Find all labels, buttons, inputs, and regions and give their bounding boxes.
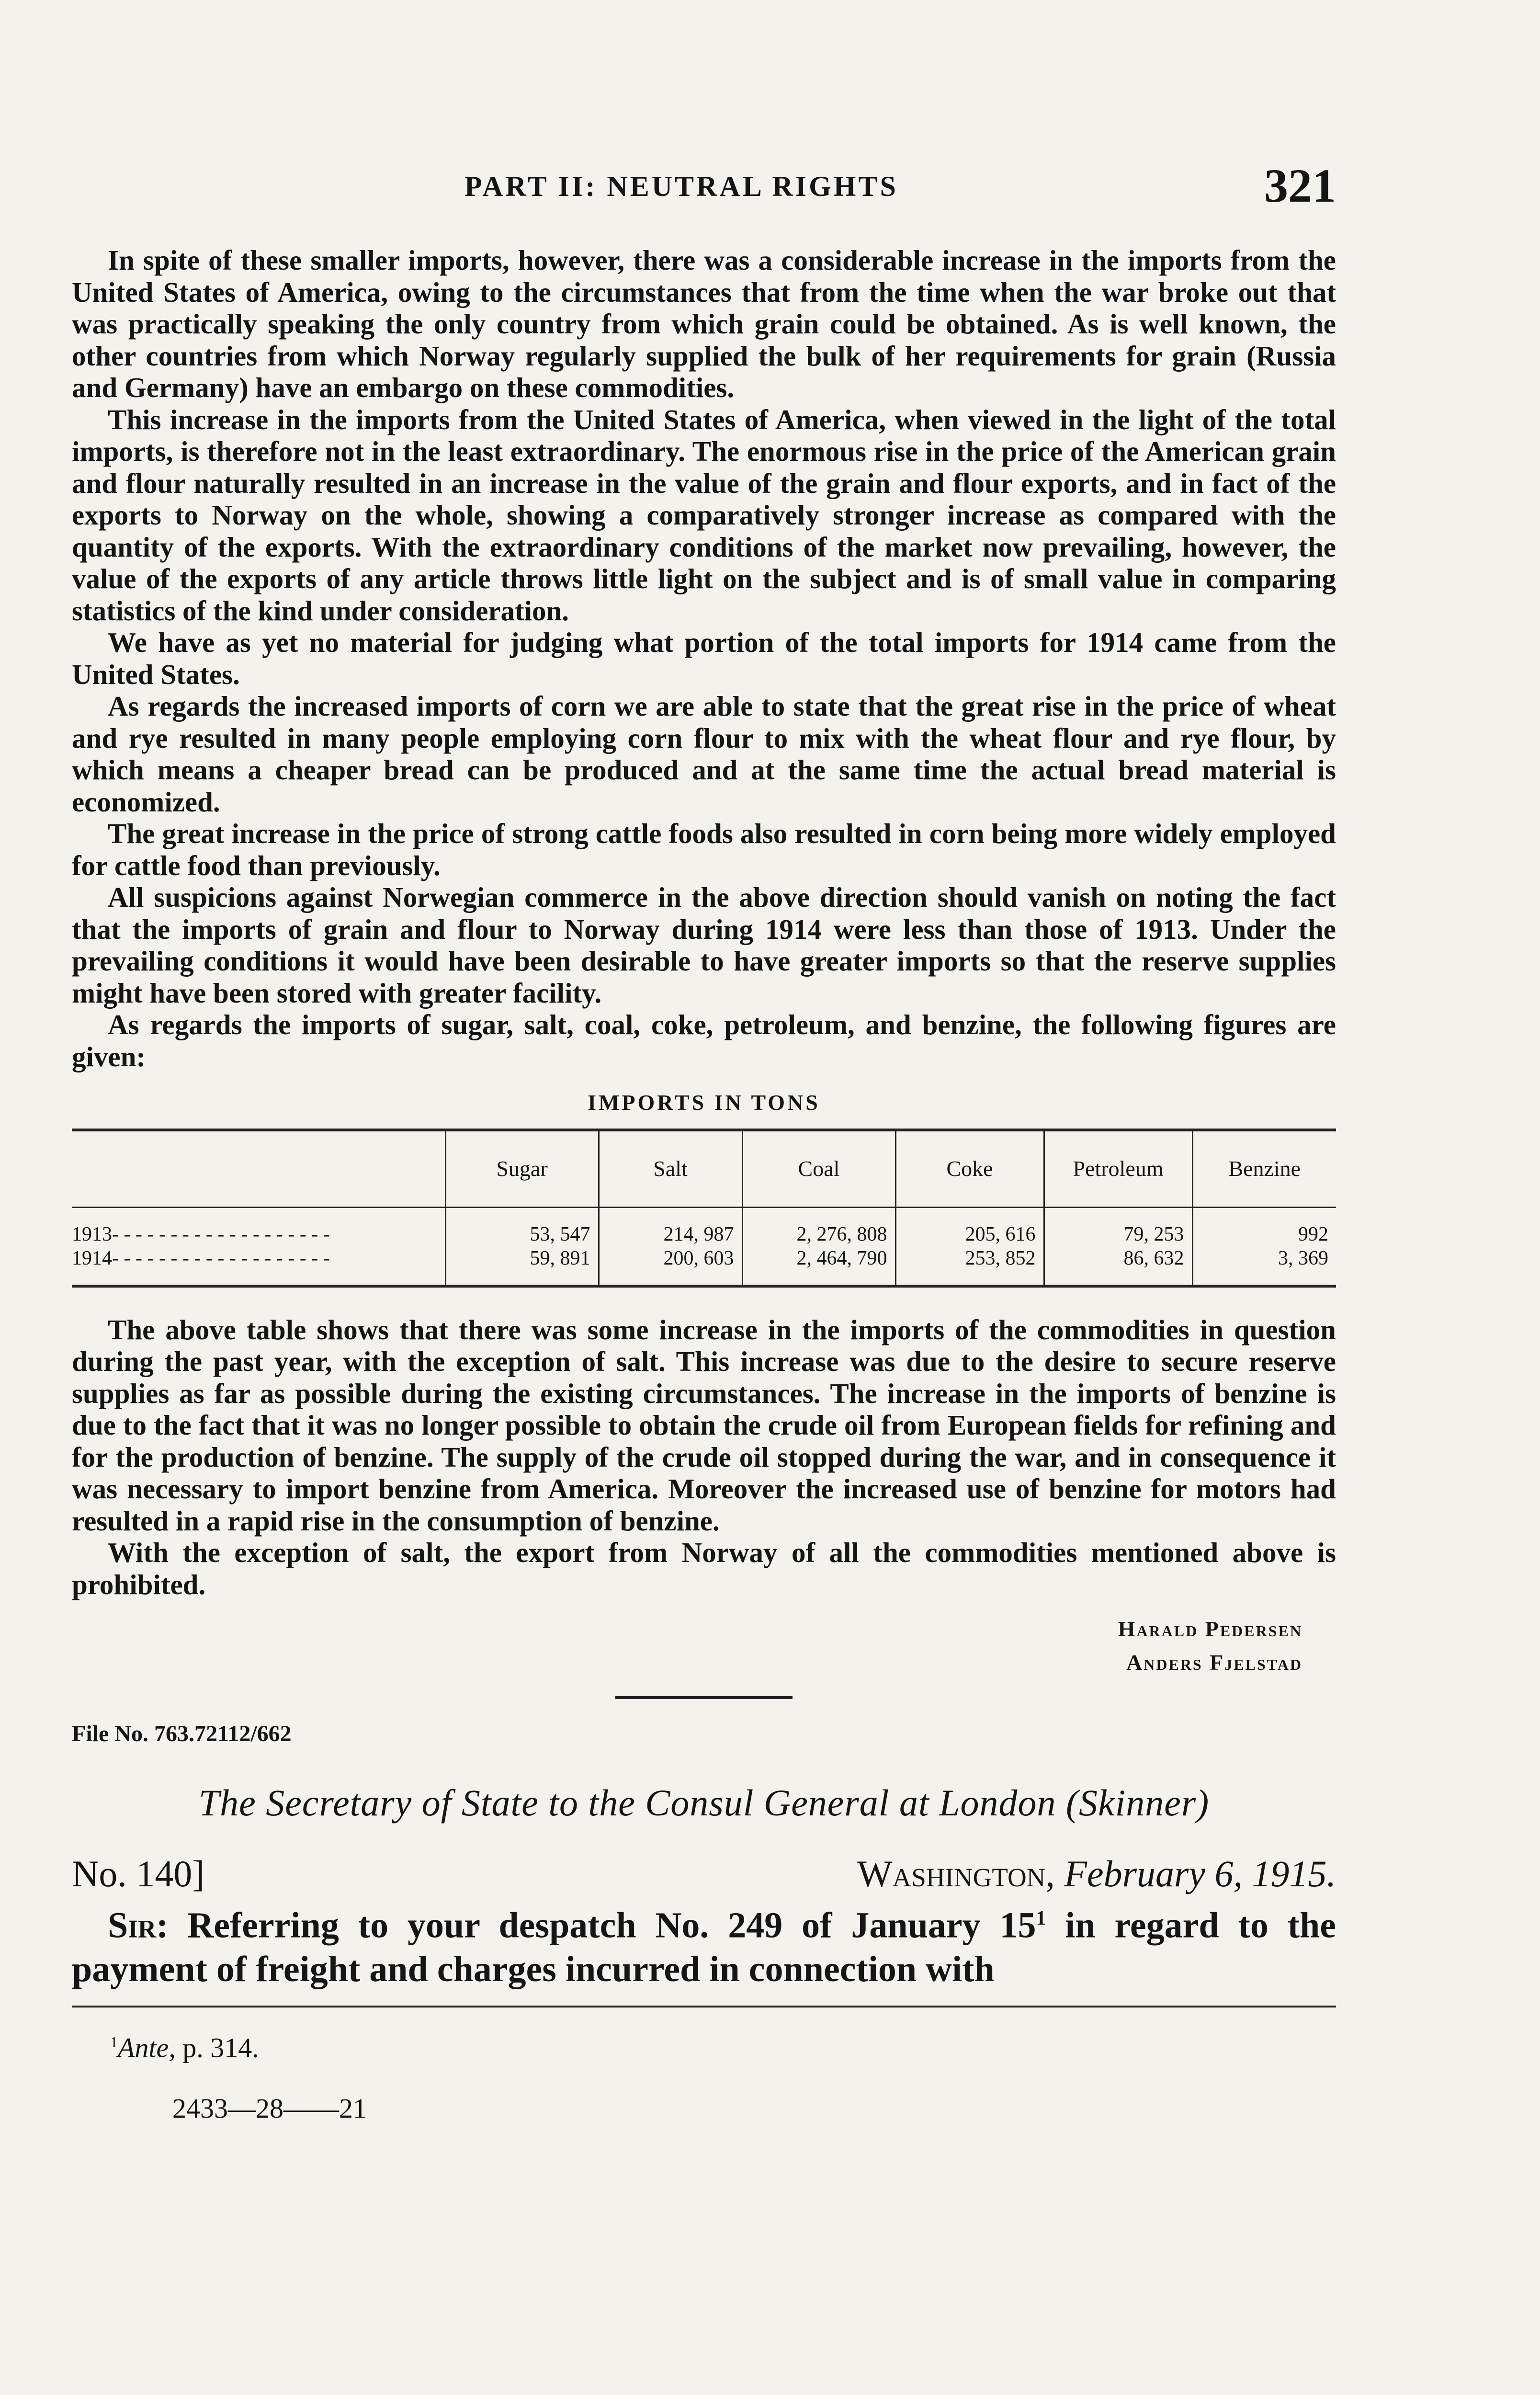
cell-salt: 214, 987 200, 603	[599, 1207, 742, 1286]
paragraph: The great increase in the price of strong cattle foods also resulted in corn being more widely employed for cattle food than previously.	[72, 818, 1336, 881]
footnote	[110, 2027, 1336, 2064]
page-header	[72, 159, 1346, 228]
paragraph: All suspicions against Norwegian commerce in the above direction should vanish on noting the fact that the imports of grain and flour to Norway during 1914 were less than those of 1913. Under the prevailing conditions it would have been desirable to have greater imports so that the reserve supplies might have been stored with greater facility.	[72, 881, 1336, 1009]
footnote-ref: Ante,	[117, 2032, 176, 2064]
paragraph: With the exception of salt, the export from Norway of all the commodities mentioned above is prohibited.	[72, 1537, 1336, 1600]
row-label-1914: 1914	[72, 1247, 112, 1269]
letter-meta	[72, 1851, 1336, 1896]
footnote-mark: 1	[1036, 1907, 1046, 1929]
cell-benzine: 992 3, 369	[1192, 1207, 1336, 1286]
paragraph: We have as yet no material for judging what portion of the total imports for 1914 came from the United States.	[72, 627, 1336, 690]
table-header-blank	[72, 1130, 445, 1208]
document-heading: The Secretary of State to the Consul General at London (Skinner)	[198, 1781, 1210, 1824]
file-number: File No. 763.72112/662	[72, 1721, 292, 1746]
letter-body-end: in regard to the payment of freight and charges incurred in connection with	[72, 1905, 1336, 1989]
letter-body	[72, 1896, 1336, 1991]
imports-table	[72, 1129, 1336, 1288]
signature-name: Harald Pedersen	[1118, 1617, 1302, 1641]
paragraph: As regards the imports of sugar, salt, coal, coke, petroleum, and benzine, the following figures are given:	[72, 1009, 1336, 1072]
letter-place: Washington,	[857, 1852, 1055, 1894]
signature-name: Anders Fjelstad	[1126, 1650, 1302, 1675]
letter-date: February 6, 1915.	[1064, 1852, 1336, 1894]
column-header-coal: Coal	[742, 1130, 895, 1208]
letter-salutation: Sir:	[108, 1905, 169, 1945]
cell-sugar: 53, 547 59, 891	[445, 1207, 599, 1286]
column-header-sugar: Sugar	[445, 1130, 599, 1208]
cell-coke: 205, 616 253, 852	[895, 1207, 1044, 1286]
column-header-petroleum: Petroleum	[1044, 1130, 1192, 1208]
cell-coal: 2, 276, 808 2, 464, 790	[742, 1207, 895, 1286]
running-head: PART II: NEUTRAL RIGHTS	[464, 171, 898, 202]
cell-petroleum: 79, 253 86, 632	[1044, 1207, 1192, 1286]
table-header-row	[72, 1130, 1336, 1208]
letter-place-date	[857, 1851, 1336, 1896]
footnote-text: p. 314.	[182, 2032, 259, 2064]
row-labels: 1913- - - - - - - - - - - - - - - - - - - 1914- - - - - - - - - - - - - - - - - - -	[72, 1223, 330, 1269]
table-row	[72, 1207, 1336, 1286]
body-text	[72, 244, 1336, 2124]
table-title: IMPORTS IN TONS	[588, 1090, 820, 1115]
column-header-coke: Coke	[895, 1130, 1044, 1208]
row-label-1913: 1913	[72, 1223, 112, 1245]
column-header-salt: Salt	[599, 1130, 742, 1208]
page-number: 321	[1264, 159, 1336, 212]
paragraph: As regards the increased imports of corn we are able to state that the great rise in the price of wheat and rye resulted in many people employing corn flour to mix with the wheat flour and rye flour, by which means a cheaper bread can be produced and at the same time the actual bread material is economized.	[72, 690, 1336, 818]
signatures	[72, 1612, 1336, 1679]
column-header-benzine: Benzine	[1192, 1130, 1336, 1208]
paragraph: This increase in the imports from the United States of America, when viewed in the light of the total imports, is therefore not in the least extraordinary. The enormous rise in the price of the American grain and flour naturally resulted in an increase in the value of the grain and flour exports, and in fact of the exports to Norway on the whole, showing a comparatively stronger increase as compared with the quantity of the exports. With the extraordinary conditions of the market now prevailing, however, the value of the exports of any article throws little light on the subject and is of small value in comparing statistics of the kind under consideration.	[72, 403, 1336, 627]
footnote-number: 1	[110, 2033, 118, 2051]
footnote-divider	[72, 2006, 1336, 2007]
letter-number: No. 140]	[72, 1852, 205, 1894]
paragraph: The above table shows that there was some increase in the imports of the commodities in question during the past year, with the exception of salt. This increase was due to the desire to secure reserve supplies as far as possible during the existing circumstances. The increase in the imports of benzine is due to the fact that it was no longer possible to obtain the crude oil from European fields for refining and for the production of benzine. The supply of the crude oil stopped during the war, and in consequence it was necessary to import benzine from America. Moreover the increased use of benzine for motors had resulted in a rapid rise in the consumption of benzine.	[72, 1313, 1336, 1537]
section-divider	[615, 1696, 793, 1699]
print-code: 2433—28——21	[172, 2092, 367, 2124]
letter-body-start: Referring to your despatch No. 249 of January 15	[187, 1905, 1036, 1945]
paragraph: In spite of these smaller imports, however, there was a considerable increase in the imports from the United States of America, owing to the circumstances that from the time when the war broke out that was practically speaking the only country from which grain could be obtained. As is well known, the other countries from which Norway regularly supplied the bulk of her requirements for grain (Russia and Germany) have an embargo on these commodities.	[72, 244, 1336, 403]
